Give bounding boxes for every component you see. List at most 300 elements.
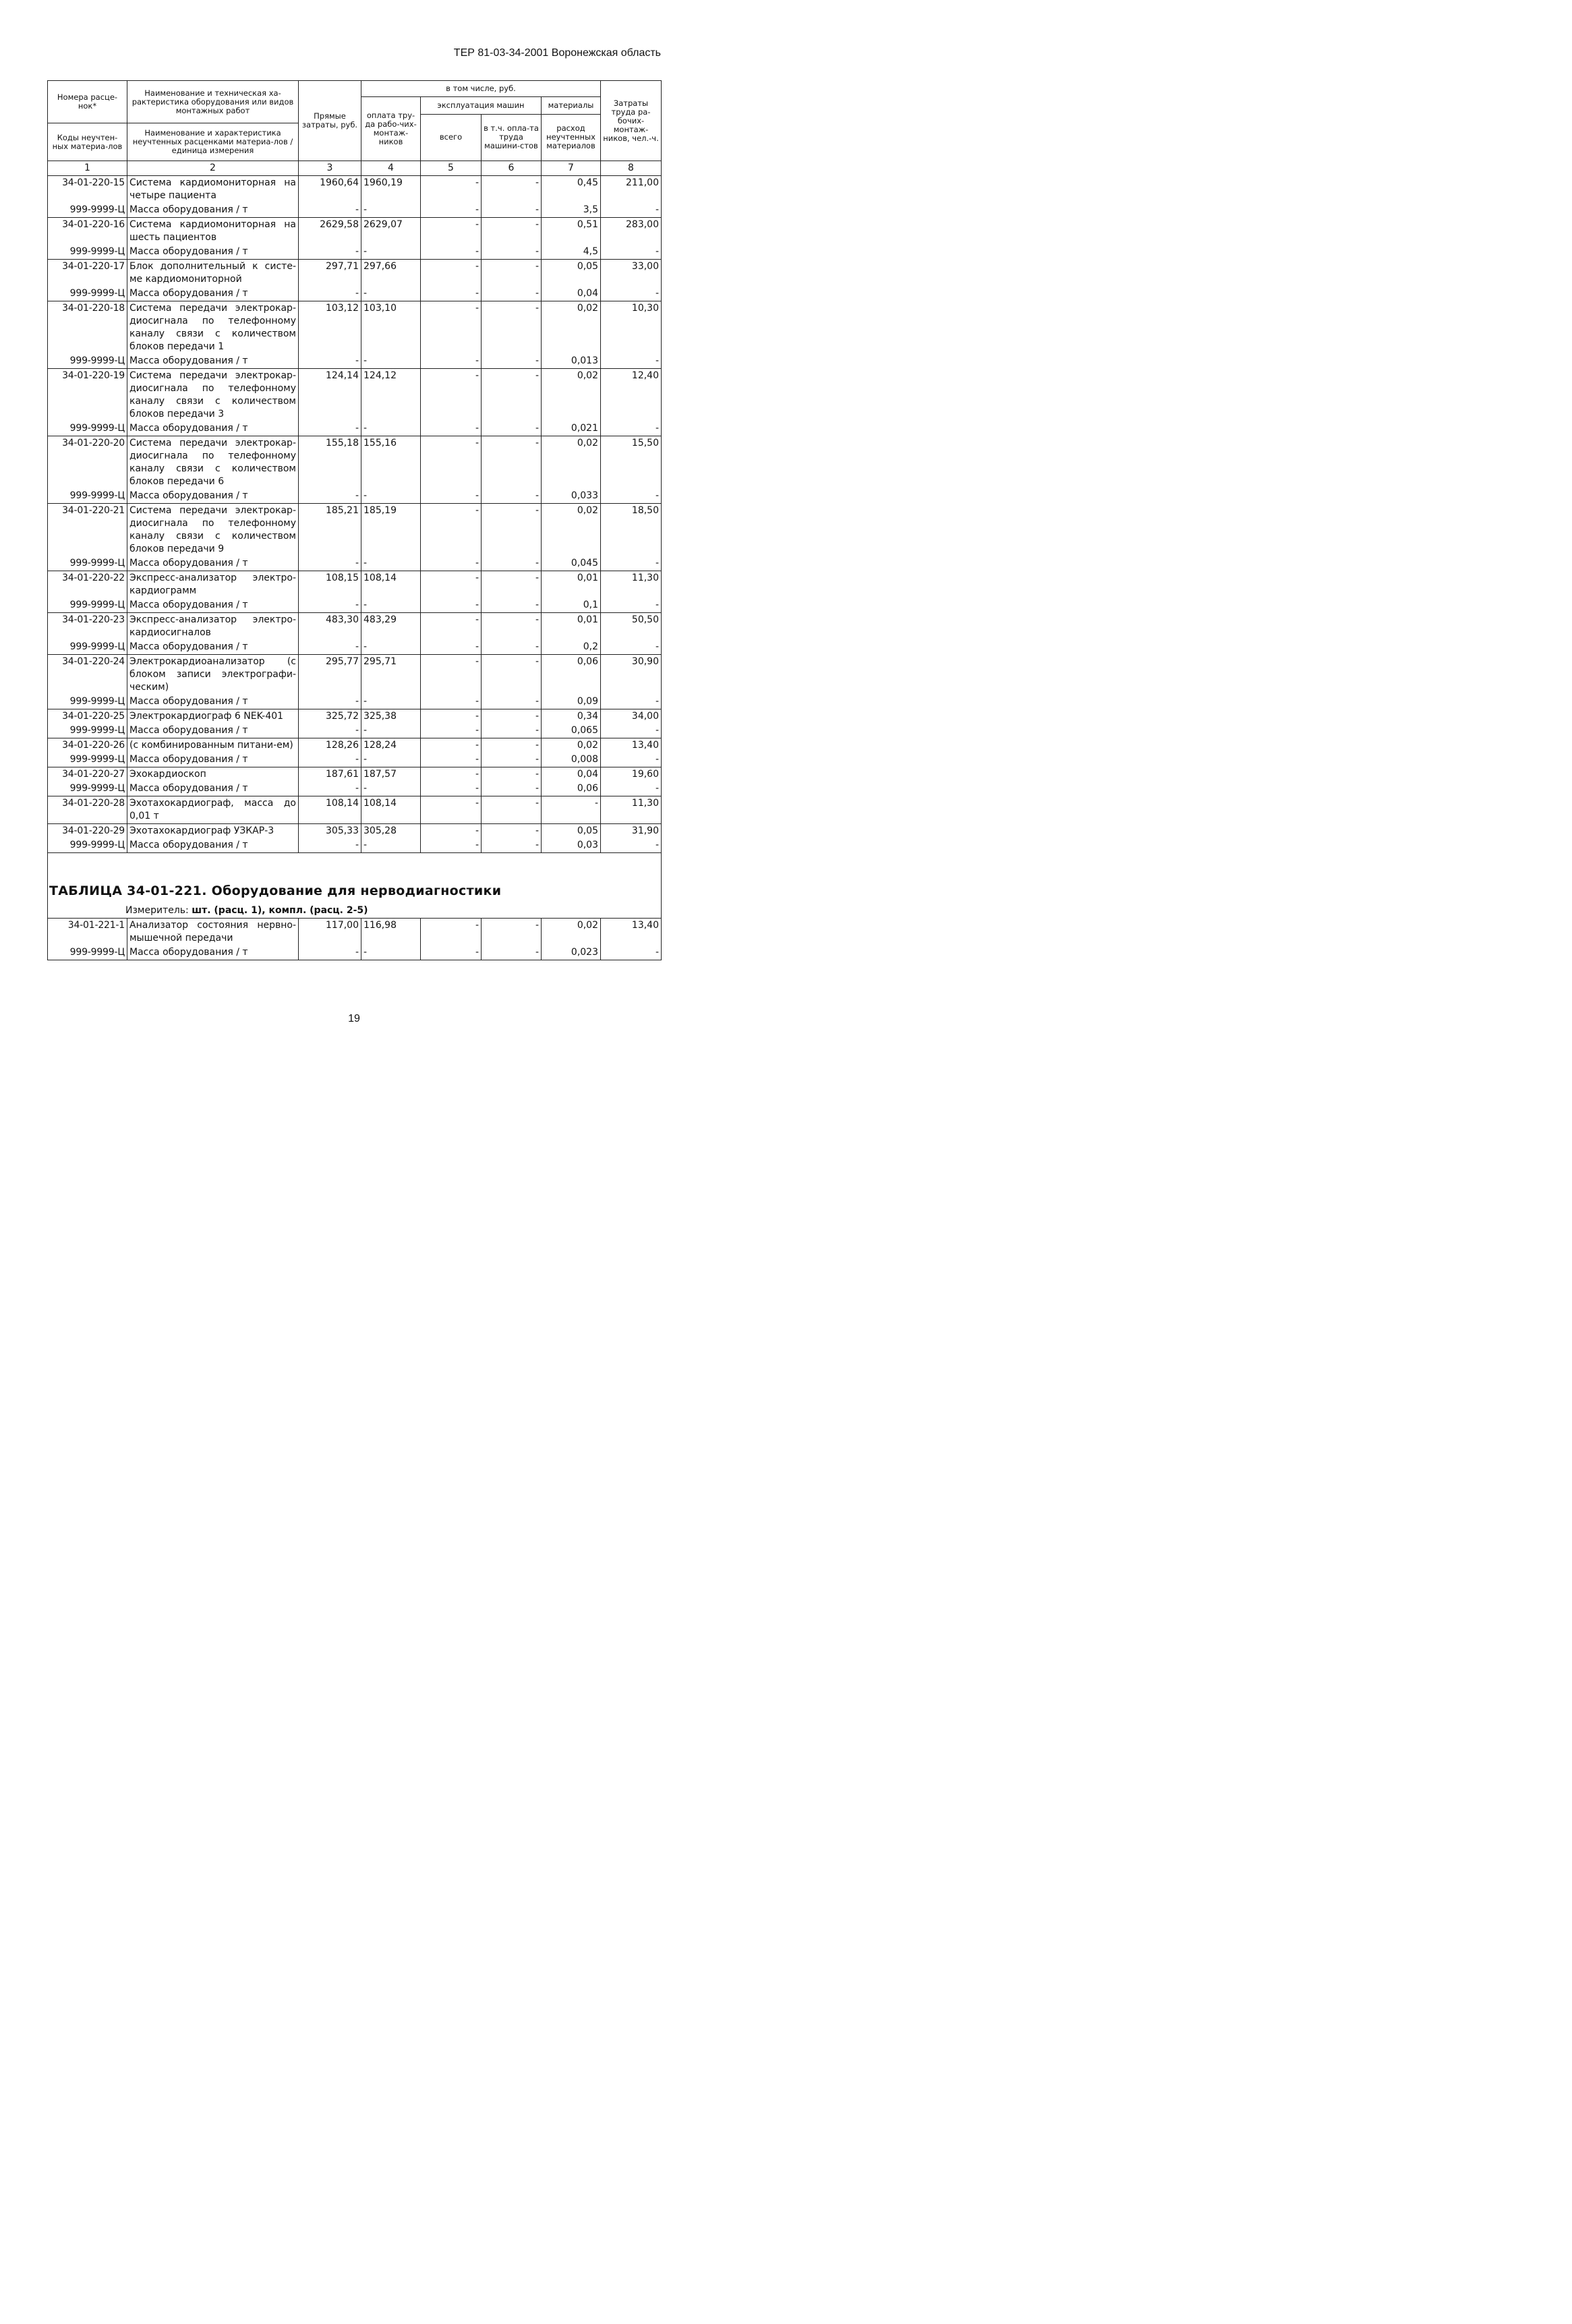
labor-hours: 283,00 — [601, 218, 662, 245]
direct-costs: - — [299, 598, 361, 613]
materials-use: 0,09 — [542, 695, 601, 709]
labor-hours: 211,00 — [601, 176, 662, 204]
labor-hours: - — [601, 598, 662, 613]
labor-hours: 12,40 — [601, 369, 662, 422]
machine-total: - — [421, 598, 482, 613]
rate-code: 34-01-220-23 — [48, 613, 127, 641]
rate-code: 34-01-220-19 — [48, 369, 127, 422]
rate-code: 34-01-220-27 — [48, 767, 127, 782]
worker-pay: 1960,19 — [361, 176, 421, 204]
machine-total: - — [421, 489, 482, 504]
material-row — [48, 695, 662, 709]
rate-name: Блок дополнительный к систе-ме кардиомониторной — [127, 260, 299, 287]
direct-costs: 295,77 — [299, 655, 361, 695]
machine-total: - — [421, 738, 482, 753]
direct-costs: 483,30 — [299, 613, 361, 641]
table-row — [48, 218, 662, 245]
rate-code: 34-01-220-26 — [48, 738, 127, 753]
material-name: Масса оборудования / т — [127, 598, 299, 613]
material-code: 999-9999-Ц — [48, 245, 127, 260]
direct-costs: 124,14 — [299, 369, 361, 422]
machinist-pay: - — [482, 695, 542, 709]
machine-total: - — [421, 301, 482, 355]
direct-costs: - — [299, 354, 361, 369]
worker-pay: - — [361, 354, 421, 369]
labor-hours: - — [601, 782, 662, 796]
materials-use: 0,06 — [542, 782, 601, 796]
machine-total: - — [421, 824, 482, 839]
labor-hours: - — [601, 245, 662, 260]
worker-pay: 128,24 — [361, 738, 421, 753]
labor-hours: - — [601, 556, 662, 571]
rate-code: 34-01-220-15 — [48, 176, 127, 204]
materials-use: 0,01 — [542, 613, 601, 641]
material-code: 999-9999-Ц — [48, 598, 127, 613]
material-name: Масса оборудования / т — [127, 782, 299, 796]
material-code: 999-9999-Ц — [48, 489, 127, 504]
header-worker-pay: оплата тру-да рабо-чих-монтаж-ников — [361, 97, 421, 161]
rate-code: 34-01-220-29 — [48, 824, 127, 839]
rate-code: 34-01-220-16 — [48, 218, 127, 245]
machine-total: - — [421, 422, 482, 436]
header-rate-numbers: Номера расце-нок* — [48, 81, 127, 123]
section-title: ТАБЛИЦА 34-01-221. Оборудование для нерводиагностики — [49, 883, 502, 898]
direct-costs: - — [299, 422, 361, 436]
section-header-row — [48, 853, 662, 919]
machine-total: - — [421, 218, 482, 245]
materials-use: 0,033 — [542, 489, 601, 504]
rate-code: 34-01-220-25 — [48, 709, 127, 724]
worker-pay: - — [361, 203, 421, 218]
worker-pay: 124,12 — [361, 369, 421, 422]
column-number: 3 — [299, 161, 361, 176]
worker-pay: - — [361, 287, 421, 301]
rate-name: Система передачи электрокар-диосигнала по телефонному каналу связи с количеством блоков передачи 3 — [127, 369, 299, 422]
header-including: в том числе, руб. — [361, 81, 601, 97]
material-row — [48, 489, 662, 504]
material-name: Масса оборудования / т — [127, 203, 299, 218]
materials-use: 3,5 — [542, 203, 601, 218]
worker-pay: - — [361, 598, 421, 613]
machine-total: - — [421, 369, 482, 422]
table-row — [48, 436, 662, 490]
machinist-pay: - — [482, 824, 542, 839]
worker-pay: 297,66 — [361, 260, 421, 287]
materials-use: 0,05 — [542, 260, 601, 287]
rates-table — [47, 80, 662, 960]
header-materials-use: расход неучтенных материалов — [542, 114, 601, 161]
rate-code: 34-01-220-28 — [48, 796, 127, 824]
machine-total: - — [421, 796, 482, 824]
materials-use: 0,34 — [542, 709, 601, 724]
machinist-pay: - — [482, 613, 542, 641]
material-name: Масса оборудования / т — [127, 946, 299, 960]
labor-hours: - — [601, 946, 662, 960]
direct-costs: - — [299, 489, 361, 504]
direct-costs: - — [299, 782, 361, 796]
direct-costs: 187,61 — [299, 767, 361, 782]
labor-hours: - — [601, 203, 662, 218]
worker-pay: 2629,07 — [361, 218, 421, 245]
column-number: 1 — [48, 161, 127, 176]
material-row — [48, 838, 662, 853]
rate-name: Система передачи электрокар-диосигнала по телефонному каналу связи с количеством блоков передачи 6 — [127, 436, 299, 490]
machine-total: - — [421, 767, 482, 782]
header-equipment-name: Наименование и техническая ха-рактеристика оборудования или видов монтажных работ — [127, 81, 299, 123]
machinist-pay: - — [482, 753, 542, 767]
rate-name: Эхотахокардиограф УЗКАР-3 — [127, 824, 299, 839]
material-code: 999-9999-Ц — [48, 724, 127, 738]
materials-use: 0,04 — [542, 287, 601, 301]
header-materials: материалы — [542, 97, 601, 115]
direct-costs: 305,33 — [299, 824, 361, 839]
material-name: Масса оборудования / т — [127, 556, 299, 571]
material-name: Масса оборудования / т — [127, 245, 299, 260]
materials-use: 0,02 — [542, 504, 601, 557]
worker-pay: - — [361, 489, 421, 504]
machinist-pay: - — [482, 287, 542, 301]
rate-name: Анализатор состояния нервно-мышечной передачи — [127, 919, 299, 946]
machinist-pay: - — [482, 598, 542, 613]
meter-label: Измеритель: — [125, 905, 189, 916]
worker-pay: - — [361, 782, 421, 796]
machine-total: - — [421, 287, 482, 301]
page-header: ТЕР 81-03-34-2001 Воронежская область — [453, 47, 661, 59]
materials-use: 0,045 — [542, 556, 601, 571]
materials-use: 0,45 — [542, 176, 601, 204]
materials-use: 0,065 — [542, 724, 601, 738]
material-code: 999-9999-Ц — [48, 354, 127, 369]
machine-total: - — [421, 203, 482, 218]
worker-pay: 185,19 — [361, 504, 421, 557]
table-row — [48, 655, 662, 695]
table-row — [48, 504, 662, 557]
column-number: 5 — [421, 161, 482, 176]
worker-pay: 305,28 — [361, 824, 421, 839]
table-row — [48, 709, 662, 724]
rate-name: Электрокардиограф 6 NEK-401 — [127, 709, 299, 724]
machinist-pay: - — [482, 203, 542, 218]
material-code: 999-9999-Ц — [48, 640, 127, 655]
material-name: Масса оборудования / т — [127, 489, 299, 504]
worker-pay: 116,98 — [361, 919, 421, 946]
labor-hours: 11,30 — [601, 571, 662, 599]
materials-use: 0,1 — [542, 598, 601, 613]
machine-total: - — [421, 782, 482, 796]
direct-costs: 103,12 — [299, 301, 361, 355]
material-row — [48, 640, 662, 655]
header-material-name: Наименование и характеристика неучтенных расценками материа-лов / единица измерения — [127, 123, 299, 161]
column-number: 7 — [542, 161, 601, 176]
rate-name: Система кардиомониторная на шесть пациентов — [127, 218, 299, 245]
direct-costs: 128,26 — [299, 738, 361, 753]
machine-total: - — [421, 919, 482, 946]
machine-total: - — [421, 571, 482, 599]
worker-pay: 187,57 — [361, 767, 421, 782]
machine-total: - — [421, 613, 482, 641]
machinist-pay: - — [482, 724, 542, 738]
material-row — [48, 782, 662, 796]
material-row — [48, 556, 662, 571]
worker-pay: 108,14 — [361, 796, 421, 824]
machine-total: - — [421, 946, 482, 960]
materials-use: 0,03 — [542, 838, 601, 853]
material-name: Масса оборудования / т — [127, 640, 299, 655]
machinist-pay: - — [482, 218, 542, 245]
column-number: 4 — [361, 161, 421, 176]
direct-costs: - — [299, 640, 361, 655]
worker-pay: - — [361, 695, 421, 709]
machinist-pay: - — [482, 738, 542, 753]
labor-hours: 33,00 — [601, 260, 662, 287]
worker-pay: 325,38 — [361, 709, 421, 724]
machine-total: - — [421, 245, 482, 260]
machine-total: - — [421, 556, 482, 571]
section-header — [48, 853, 662, 919]
header-machinist-pay: в т.ч. опла-та труда машини-стов — [482, 114, 542, 161]
column-number: 6 — [482, 161, 542, 176]
meter-value: шт. (расц. 1), компл. (расц. 2-5) — [192, 905, 368, 916]
materials-use: 0,013 — [542, 354, 601, 369]
table-row — [48, 260, 662, 287]
direct-costs: 108,14 — [299, 796, 361, 824]
material-row — [48, 245, 662, 260]
machinist-pay: - — [482, 767, 542, 782]
materials-use: 0,02 — [542, 436, 601, 490]
direct-costs: 117,00 — [299, 919, 361, 946]
material-name: Масса оборудования / т — [127, 724, 299, 738]
labor-hours: - — [601, 838, 662, 853]
machinist-pay: - — [482, 796, 542, 824]
worker-pay: 295,71 — [361, 655, 421, 695]
labor-hours: 34,00 — [601, 709, 662, 724]
direct-costs: - — [299, 556, 361, 571]
machine-total: - — [421, 504, 482, 557]
labor-hours: - — [601, 354, 662, 369]
table-row — [48, 613, 662, 641]
labor-hours: 18,50 — [601, 504, 662, 557]
material-code: 999-9999-Ц — [48, 695, 127, 709]
worker-pay: - — [361, 640, 421, 655]
machine-total: - — [421, 709, 482, 724]
rate-code: 34-01-220-17 — [48, 260, 127, 287]
table-row — [48, 301, 662, 355]
material-row — [48, 287, 662, 301]
labor-hours: - — [601, 422, 662, 436]
machinist-pay: - — [482, 436, 542, 490]
material-row — [48, 422, 662, 436]
header-material-codes: Коды неучтен-ных материа-лов — [48, 123, 127, 161]
labor-hours: 19,60 — [601, 767, 662, 782]
column-number: 8 — [601, 161, 662, 176]
material-row — [48, 946, 662, 960]
worker-pay: 103,10 — [361, 301, 421, 355]
material-name: Масса оборудования / т — [127, 753, 299, 767]
materials-use: 0,02 — [542, 369, 601, 422]
table-row — [48, 176, 662, 204]
table-row — [48, 919, 662, 946]
machinist-pay: - — [482, 489, 542, 504]
labor-hours: 50,50 — [601, 613, 662, 641]
machine-total: - — [421, 176, 482, 204]
material-code: 999-9999-Ц — [48, 556, 127, 571]
machine-total: - — [421, 436, 482, 490]
machinist-pay: - — [482, 354, 542, 369]
direct-costs: 2629,58 — [299, 218, 361, 245]
rate-code: 34-01-221-1 — [48, 919, 127, 946]
machinist-pay: - — [482, 782, 542, 796]
materials-use: - — [542, 796, 601, 824]
direct-costs: - — [299, 946, 361, 960]
labor-hours: - — [601, 724, 662, 738]
direct-costs: 108,15 — [299, 571, 361, 599]
machinist-pay: - — [482, 640, 542, 655]
rate-name: Система передачи электрокар-диосигнала по телефонному каналу связи с количеством блоков передачи 1 — [127, 301, 299, 355]
table-row — [48, 738, 662, 753]
material-code: 999-9999-Ц — [48, 753, 127, 767]
machinist-pay: - — [482, 260, 542, 287]
labor-hours: 11,30 — [601, 796, 662, 824]
machine-total: - — [421, 838, 482, 853]
machinist-pay: - — [482, 571, 542, 599]
materials-use: 4,5 — [542, 245, 601, 260]
materials-use: 0,023 — [542, 946, 601, 960]
direct-costs: 185,21 — [299, 504, 361, 557]
direct-costs: 325,72 — [299, 709, 361, 724]
rate-code: 34-01-220-21 — [48, 504, 127, 557]
labor-hours: 31,90 — [601, 824, 662, 839]
machinist-pay: - — [482, 556, 542, 571]
materials-use: 0,02 — [542, 919, 601, 946]
worker-pay: - — [361, 422, 421, 436]
material-code: 999-9999-Ц — [48, 203, 127, 218]
worker-pay: 155,16 — [361, 436, 421, 490]
header-machine-total: всего — [421, 114, 482, 161]
section-meter — [125, 904, 659, 917]
material-row — [48, 724, 662, 738]
rate-name: Эхокардиоскоп — [127, 767, 299, 782]
material-name: Масса оборудования / т — [127, 422, 299, 436]
rate-name: Система кардиомониторная на четыре пациента — [127, 176, 299, 204]
machine-total: - — [421, 640, 482, 655]
direct-costs: - — [299, 753, 361, 767]
column-number-row — [48, 161, 662, 176]
machinist-pay: - — [482, 301, 542, 355]
machinist-pay: - — [482, 709, 542, 724]
direct-costs: 1960,64 — [299, 176, 361, 204]
material-code: 999-9999-Ц — [48, 782, 127, 796]
page-number: 19 — [348, 1013, 360, 1024]
machinist-pay: - — [482, 369, 542, 422]
labor-hours: - — [601, 695, 662, 709]
materials-use: 0,02 — [542, 301, 601, 355]
machine-total: - — [421, 260, 482, 287]
direct-costs: - — [299, 838, 361, 853]
material-row — [48, 354, 662, 369]
machinist-pay: - — [482, 176, 542, 204]
labor-hours: 30,90 — [601, 655, 662, 695]
material-code: 999-9999-Ц — [48, 287, 127, 301]
labor-hours: - — [601, 753, 662, 767]
labor-hours: - — [601, 640, 662, 655]
labor-hours: 15,50 — [601, 436, 662, 490]
material-name: Масса оборудования / т — [127, 354, 299, 369]
material-code: 999-9999-Ц — [48, 946, 127, 960]
worker-pay: - — [361, 838, 421, 853]
table-row — [48, 767, 662, 782]
labor-hours: - — [601, 287, 662, 301]
rate-code: 34-01-220-22 — [48, 571, 127, 599]
labor-hours: - — [601, 489, 662, 504]
materials-use: 0,2 — [542, 640, 601, 655]
table-row — [48, 369, 662, 422]
rate-code: 34-01-220-18 — [48, 301, 127, 355]
labor-hours: 13,40 — [601, 919, 662, 946]
direct-costs: 297,71 — [299, 260, 361, 287]
materials-use: 0,06 — [542, 655, 601, 695]
header-labor-hours: Затраты труда ра-бочих-монтаж-ников, чел.-ч. — [601, 81, 662, 161]
materials-use: 0,05 — [542, 824, 601, 839]
worker-pay: 108,14 — [361, 571, 421, 599]
header-direct-costs: Прямые затраты, руб. — [299, 81, 361, 161]
machine-total: - — [421, 655, 482, 695]
material-name: Масса оборудования / т — [127, 695, 299, 709]
table-row — [48, 824, 662, 839]
table-body — [48, 161, 662, 960]
rate-name: (с комбинированным питани-ем) — [127, 738, 299, 753]
machine-total: - — [421, 753, 482, 767]
machine-total: - — [421, 354, 482, 369]
materials-use: 0,51 — [542, 218, 601, 245]
rate-name: Система передачи электрокар-диосигнала по телефонному каналу связи с количеством блоков передачи 9 — [127, 504, 299, 557]
materials-use: 0,01 — [542, 571, 601, 599]
materials-use: 0,04 — [542, 767, 601, 782]
rate-name: Эхотахокардиограф, масса до 0,01 т — [127, 796, 299, 824]
material-row — [48, 753, 662, 767]
direct-costs: - — [299, 695, 361, 709]
worker-pay: - — [361, 946, 421, 960]
material-code: 999-9999-Ц — [48, 422, 127, 436]
rate-name: Электрокардиоанализатор (с блоком записи электрографи-ческим) — [127, 655, 299, 695]
materials-use: 0,008 — [542, 753, 601, 767]
machinist-pay: - — [482, 504, 542, 557]
rate-name: Экспресс-анализатор электро-кардиограмм — [127, 571, 299, 599]
worker-pay: 483,29 — [361, 613, 421, 641]
table-row — [48, 571, 662, 599]
worker-pay: - — [361, 245, 421, 260]
table-row — [48, 796, 662, 824]
worker-pay: - — [361, 724, 421, 738]
direct-costs: - — [299, 287, 361, 301]
machinist-pay: - — [482, 946, 542, 960]
material-code: 999-9999-Ц — [48, 838, 127, 853]
labor-hours: 10,30 — [601, 301, 662, 355]
material-row — [48, 203, 662, 218]
header-machine-operation: эксплуатация машин — [421, 97, 542, 115]
materials-use: 0,02 — [542, 738, 601, 753]
material-row — [48, 598, 662, 613]
machine-total: - — [421, 695, 482, 709]
machine-total: - — [421, 724, 482, 738]
labor-hours: 13,40 — [601, 738, 662, 753]
worker-pay: - — [361, 556, 421, 571]
direct-costs: - — [299, 203, 361, 218]
direct-costs: - — [299, 245, 361, 260]
rate-name: Экспресс-анализатор электро-кардиосигналов — [127, 613, 299, 641]
material-name: Масса оборудования / т — [127, 287, 299, 301]
machinist-pay: - — [482, 919, 542, 946]
worker-pay: - — [361, 753, 421, 767]
